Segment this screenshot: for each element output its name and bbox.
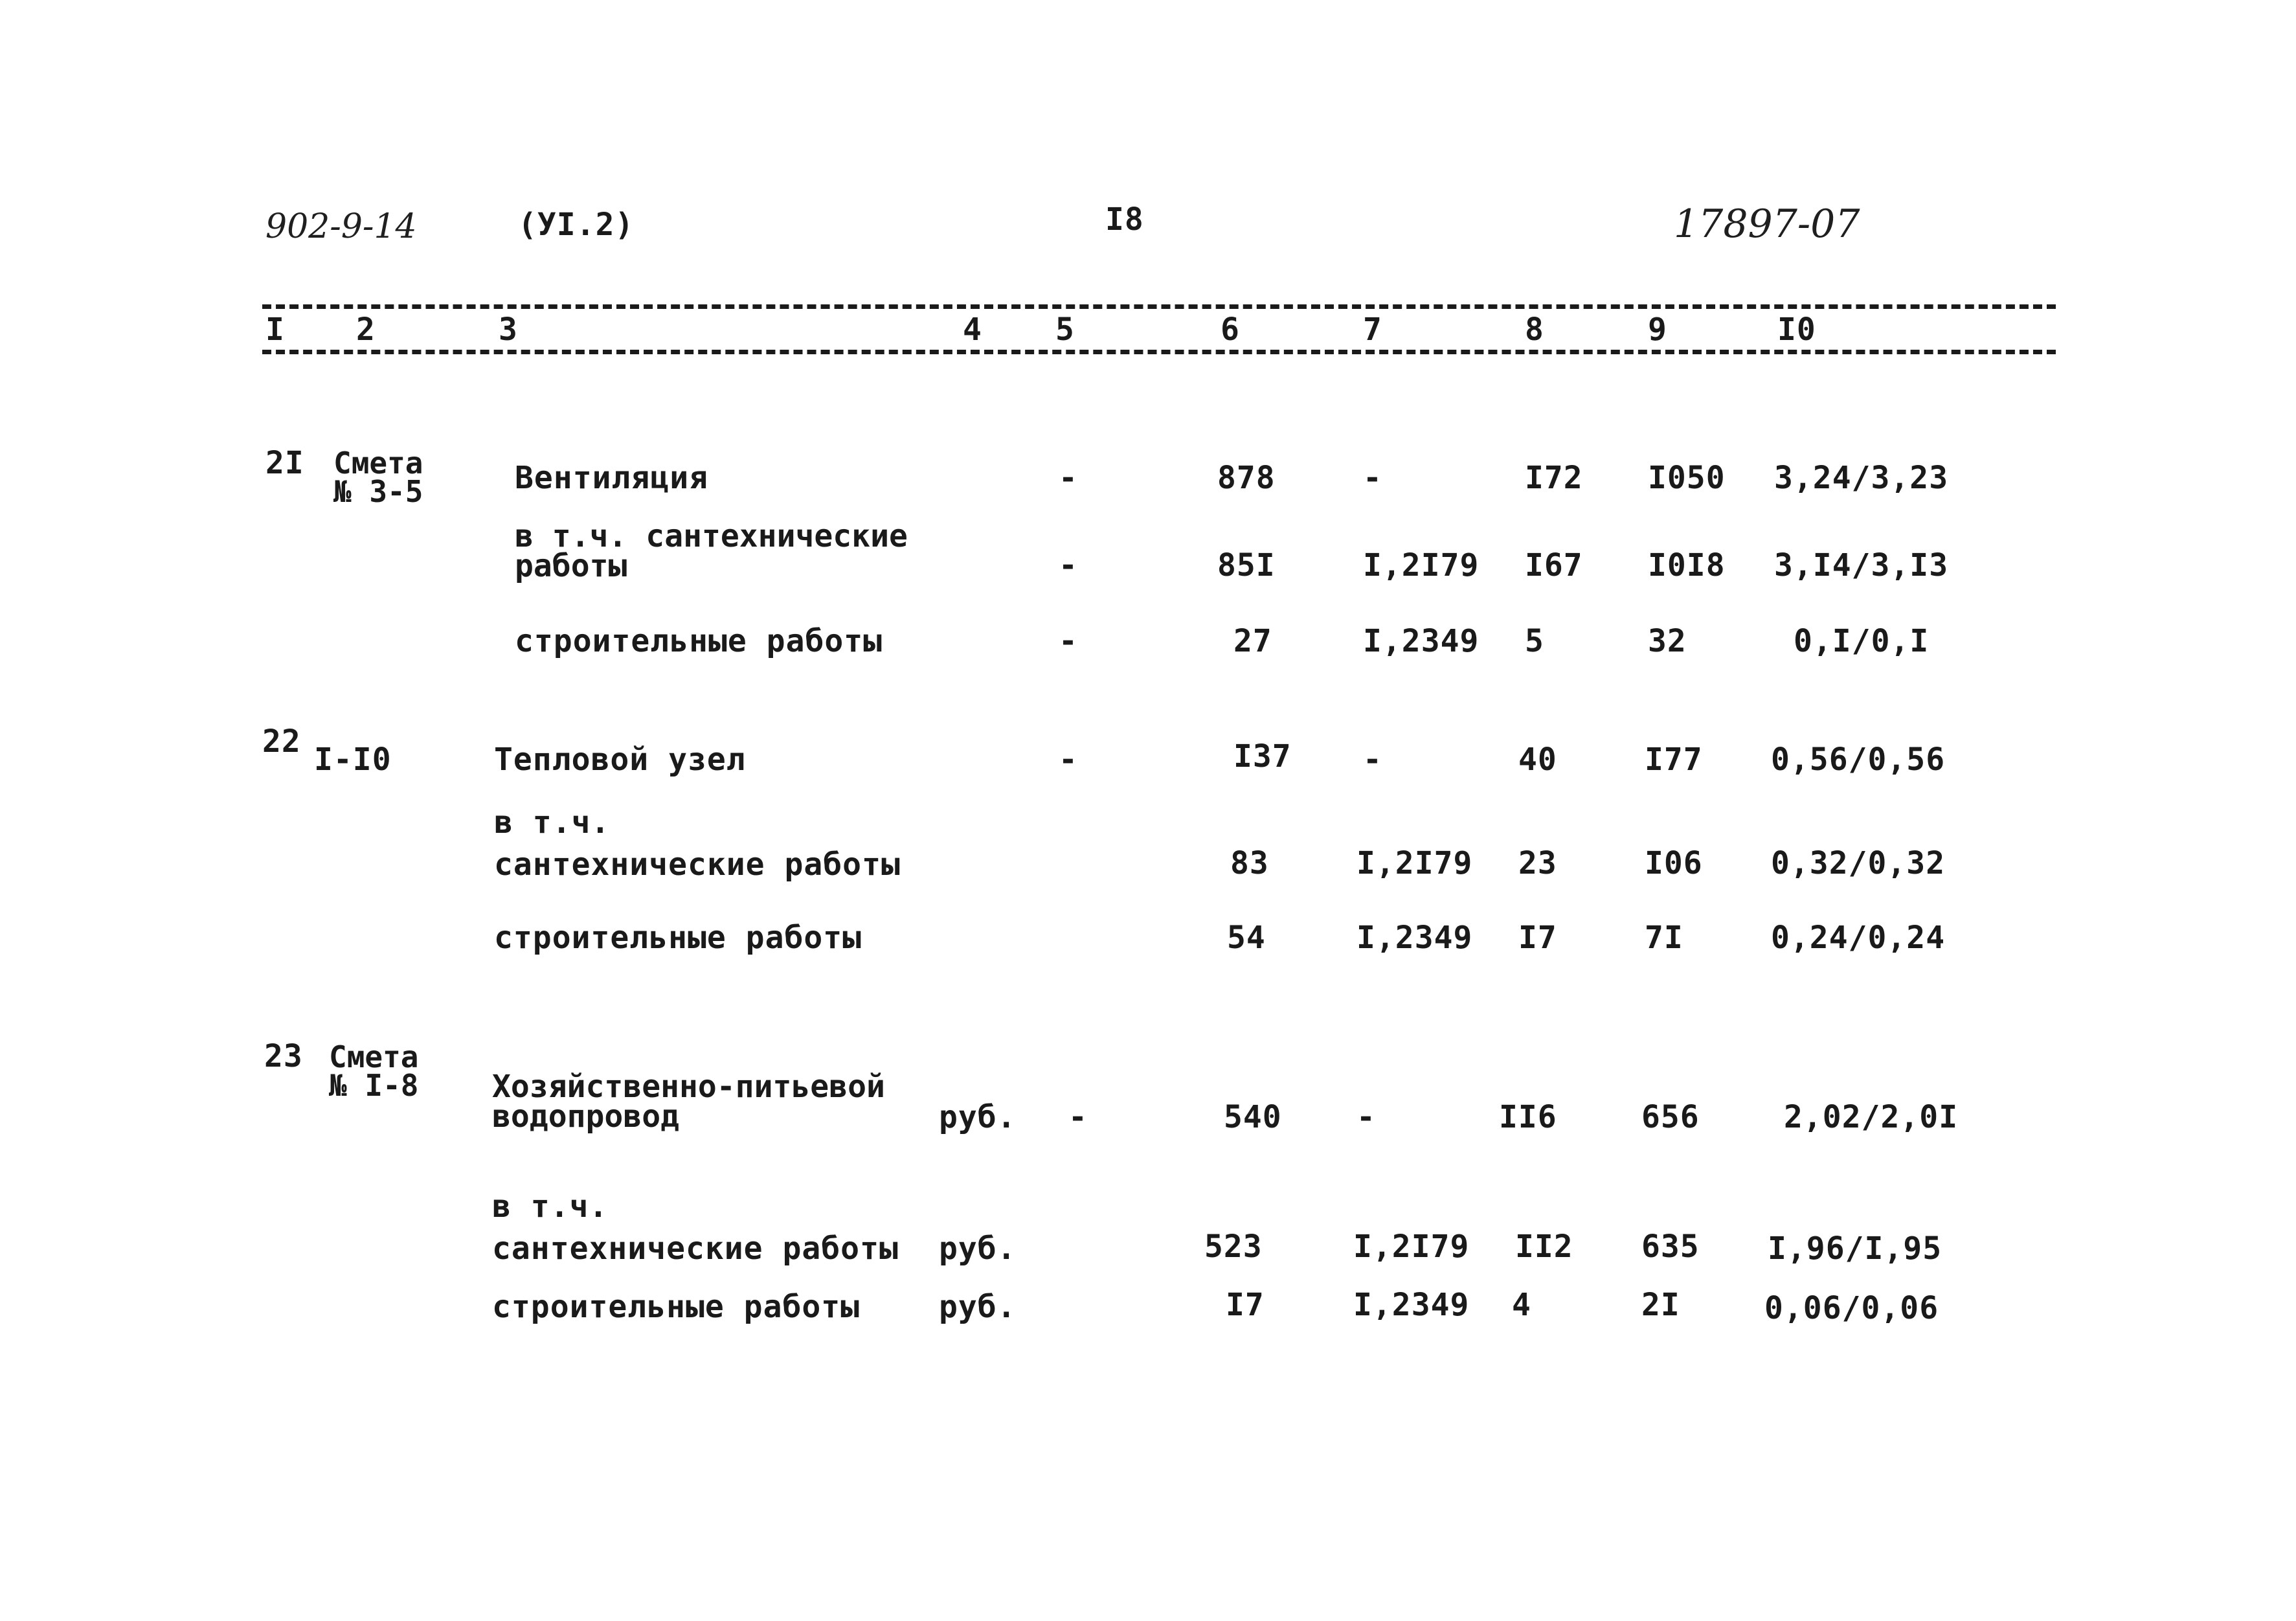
page-number: I8 [1105,201,1144,238]
col8-value: I7 [1518,920,1557,956]
col6-value: 83 [1230,845,1269,881]
col9-value: 656 [1641,1099,1700,1135]
item-name: в т.ч. [494,804,611,841]
unit-value: руб. [939,1289,1017,1325]
column-header-3: 3 [499,312,518,348]
col8-value: 40 [1518,742,1557,778]
col8-value: 4 [1512,1287,1531,1323]
col9-value: I77 [1645,742,1703,778]
col6-value: 54 [1227,920,1266,956]
col9-value: 7I [1645,920,1683,956]
col10-value: 0,24/0,24 [1771,920,1946,956]
item-name: в т.ч. [492,1188,609,1225]
col9-value: I050 [1648,460,1726,496]
column-header-7: 7 [1363,312,1382,348]
col8-value: 5 [1525,623,1544,659]
estimate-reference: Смета № I-8 [329,1039,419,1103]
column-header-10: I0 [1777,312,1816,348]
document-code: 902-9-14 [265,207,417,246]
column-header-1: I [265,312,285,348]
col7-value: I,2I79 [1363,547,1480,584]
column-header-8: 8 [1525,312,1544,348]
section-label: (УI.2) [518,207,635,243]
col6-value: 523 [1204,1229,1263,1265]
col7-value: I,2I79 [1353,1229,1470,1265]
column-header-9: 9 [1648,312,1667,348]
col10-value: 0,32/0,32 [1771,845,1946,881]
col6-value: 85I [1217,547,1276,584]
item-name: Тепловой узел [494,742,746,778]
col7-value: I,2349 [1363,623,1480,659]
item-name: сантехнические работы [494,846,901,883]
item-name: Вентиляция [515,460,708,496]
col7-value: - [1356,1099,1376,1135]
col7-value: I,2I79 [1356,845,1473,881]
estimate-reference: Смета № 3-5 [333,446,423,509]
item-name: строительные работы [494,920,862,956]
column-header-6: 6 [1221,312,1240,348]
col8-value: I67 [1525,547,1583,584]
col10-value: 2,02/2,0I [1784,1099,1959,1135]
estimate-reference: I-I0 [314,742,392,778]
col6-value: 878 [1217,460,1276,496]
col6-value: I7 [1226,1287,1265,1323]
unit-value: руб. [939,1230,1017,1267]
col5-value: - [1059,742,1078,778]
col5-value: - [1059,623,1078,659]
col5-value: - [1059,460,1078,496]
col10-value: 3,24/3,23 [1774,460,1949,496]
col7-value: - [1363,460,1382,496]
item-number: 22 [262,723,301,760]
col7-value: - [1363,742,1382,778]
column-header-4: 4 [963,312,982,348]
col10-value: 3,I4/3,I3 [1774,547,1949,584]
col9-value: I0I8 [1648,547,1726,584]
col6-value: 27 [1233,623,1272,659]
header-top-rule [262,304,2056,309]
item-number: 23 [264,1038,303,1074]
col7-value: I,2349 [1356,920,1473,956]
col7-value: I,2349 [1353,1287,1470,1323]
col8-value: 23 [1518,845,1557,881]
item-name: Хозяйственно-питьевой водопровод [492,1069,885,1135]
item-number: 2I [265,445,304,481]
item-name: строительные работы [492,1289,861,1325]
inventory-number: 17897-07 [1674,201,1860,247]
column-header-2: 2 [356,312,376,348]
col10-value: I,96/I,95 [1768,1230,1942,1267]
item-name: сантехнические работы [492,1230,899,1267]
col10-value: 0,06/0,06 [1764,1290,1939,1326]
col9-value: 635 [1641,1229,1700,1265]
unit-value: руб. [939,1099,1017,1135]
column-header-5: 5 [1055,312,1075,348]
item-name: строительные работы [515,623,883,659]
col5-value: - [1059,547,1078,584]
col9-value: I06 [1645,845,1703,881]
col10-value: 0,I/0,I [1794,623,1930,659]
col8-value: II6 [1499,1099,1557,1135]
col5-value: - [1068,1099,1088,1135]
col9-value: 32 [1648,623,1687,659]
col8-value: II2 [1515,1229,1573,1265]
col9-value: 2I [1641,1287,1680,1323]
col8-value: I72 [1525,460,1583,496]
header-bottom-rule [262,350,2056,354]
item-name: в т.ч. сантехнические работы [515,518,908,584]
col6-value: 540 [1224,1099,1282,1135]
col6-value: I37 [1233,738,1292,775]
col10-value: 0,56/0,56 [1771,742,1946,778]
